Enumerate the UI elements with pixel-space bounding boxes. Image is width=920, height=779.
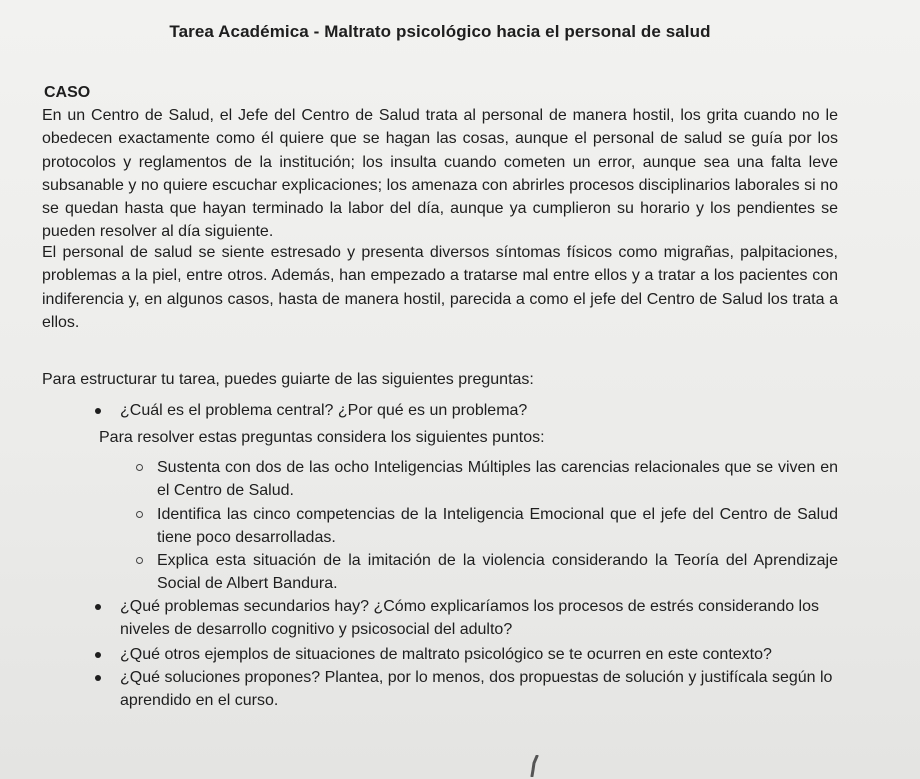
bullet-text: ¿Qué otros ejemplos de situaciones de maltrato psicológico se te ocurren en este contexto? <box>120 646 772 663</box>
circle-bullet-icon <box>136 464 143 471</box>
circle-bullet-icon <box>136 557 143 564</box>
bullet-text: ¿Cuál es el problema central? ¿Por qué es un problema? <box>120 402 528 419</box>
pen-mark-icon <box>530 755 540 777</box>
bullet-icon <box>95 652 101 658</box>
points-intro: Para resolver estas preguntas considera los siguientes puntos: <box>99 429 545 446</box>
case-paragraph-2: El personal de salud se siente estresado y presenta diversos síntomas físicos como migrañas, palpitaciones, problemas a la piel, entre otros. Además, han empezado a tratarse mal entre ellos y a tratar a los pacientes con indiferencia y, en algunos casos, hasta de manera hostil, parecida a como el jefe del Centro de Salud los trata a ellos. <box>42 244 838 331</box>
document-title: Tarea Académica - Maltrato psicológico hacia el personal de salud <box>169 22 711 41</box>
bullet-icon <box>95 604 101 610</box>
sub-point-text: Identifica las cinco competencias de la Inteligencia Emocional que el jefe del Centro de Salud tiene poco desarrolladas. <box>157 506 838 546</box>
bullet-text: ¿Qué problemas secundarios hay? ¿Cómo explicaríamos los procesos de estrés considerando los niveles de desarrollo cognitivo y psicosocial del adulto? <box>120 598 820 638</box>
questions-intro: Para estructurar tu tarea, puedes guiarte de las siguientes preguntas: <box>42 371 534 388</box>
case-heading: CASO <box>44 84 91 101</box>
sub-point-text: Sustenta con dos de las ocho Inteligencias Múltiples las carencias relacionales que se viven en el Centro de Salud. <box>157 459 838 499</box>
case-paragraph-1: En un Centro de Salud, el Jefe del Centro de Salud trata al personal de manera hostil, los grita cuando no le obedecen exactamente como él quiere que se hagan las cosas, aunque el personal de salud se guía por los protocolos y reglamentos de la institución; los insulta cuando cometen un error, aunque sea una falta leve subsanable y no quiere escuchar explicaciones; los amenaza con abrirles procesos disciplinarios laborales si no se quedan hasta que hayan terminado la labor del día, aunque ya cumplieron su horario y los pendientes se pueden resolver al día siguiente. <box>42 107 838 241</box>
bullet-icon <box>95 408 101 414</box>
bullet-icon <box>95 675 101 681</box>
circle-bullet-icon <box>136 511 143 518</box>
sub-point-text: Explica esta situación de la imitación de la violencia considerando la Teoría del Aprendizaje Social de Albert Bandura. <box>157 552 838 592</box>
bullet-text: ¿Qué soluciones propones? Plantea, por lo menos, dos propuestas de solución y justifícala según lo aprendido en el curso. <box>120 669 833 709</box>
